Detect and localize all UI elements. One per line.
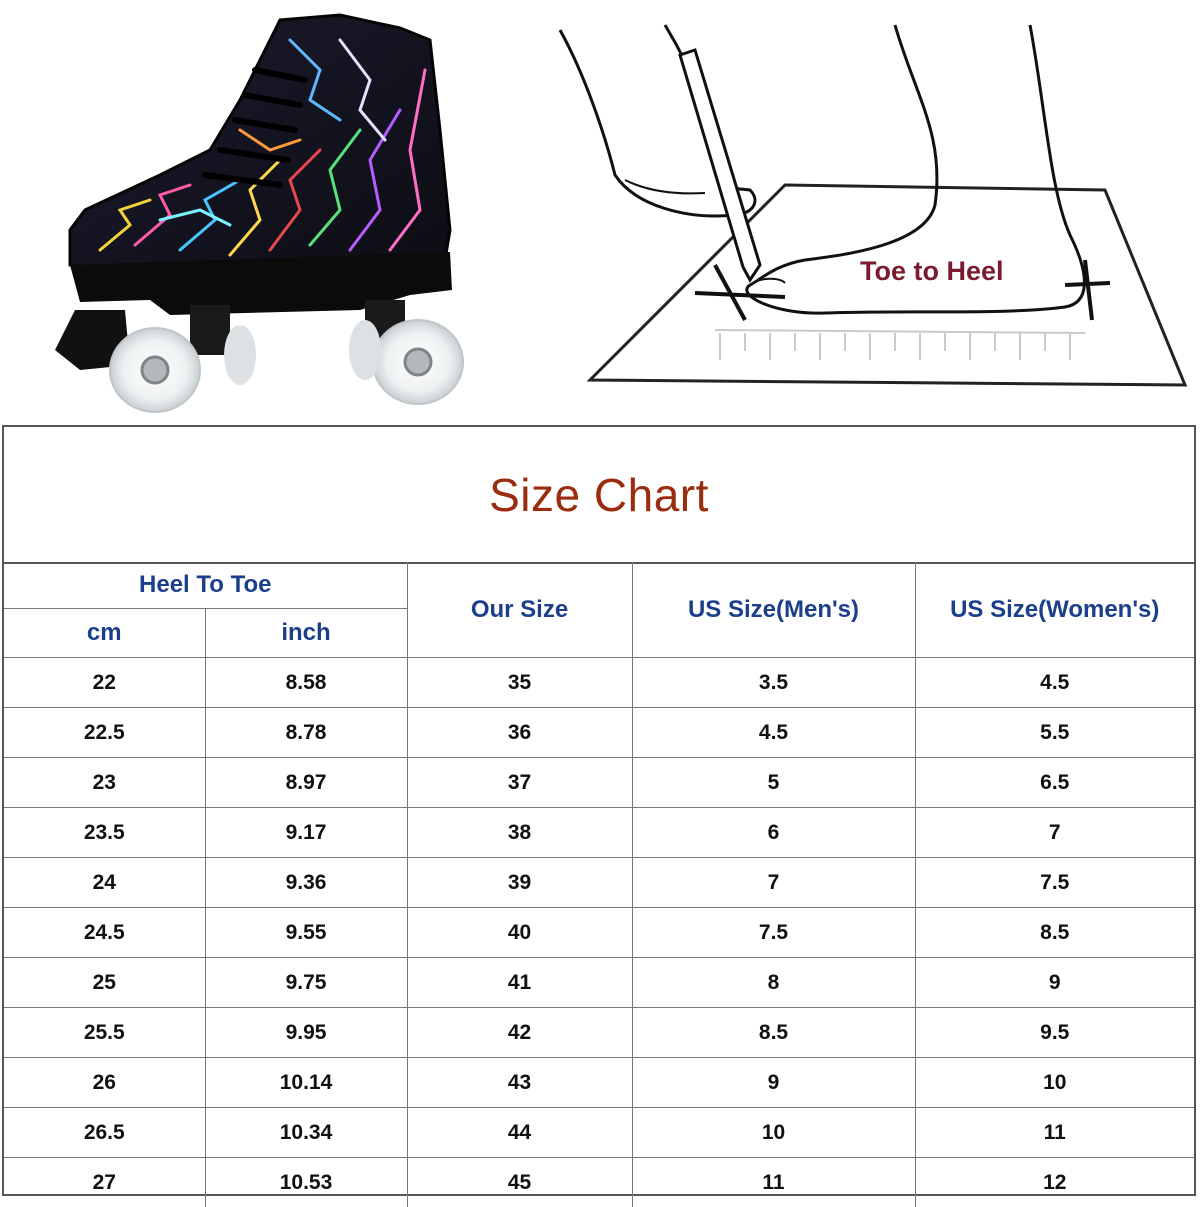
cell-us-women: 10 bbox=[915, 1058, 1194, 1108]
cell-our-size: 36 bbox=[407, 708, 632, 758]
cell-inch: 9.17 bbox=[205, 808, 407, 858]
table-row bbox=[4, 1058, 1194, 1108]
table-row bbox=[4, 758, 1194, 808]
cell-our-size: 43 bbox=[407, 1058, 632, 1108]
cell-inch: 9.95 bbox=[205, 1008, 407, 1058]
cell-cm: 23 bbox=[4, 758, 205, 808]
cell-inch: 8.58 bbox=[205, 658, 407, 708]
cell-cm: 26.5 bbox=[4, 1108, 205, 1158]
cell-our-size: 42 bbox=[407, 1008, 632, 1058]
cell-our-size: 40 bbox=[407, 908, 632, 958]
cell-us-men: 8 bbox=[632, 958, 915, 1008]
header-us-women: US Size(Women's) bbox=[915, 562, 1194, 658]
size-table bbox=[4, 562, 1194, 1207]
cell-us-men: 10 bbox=[632, 1108, 915, 1158]
cell-us-men: 8.5 bbox=[632, 1008, 915, 1058]
cell-inch: 9.75 bbox=[205, 958, 407, 1008]
table-row bbox=[4, 858, 1194, 908]
cell-inch: 8.97 bbox=[205, 758, 407, 808]
cell-inch: 10.53 bbox=[205, 1158, 407, 1207]
table-row bbox=[4, 1108, 1194, 1158]
cell-us-men: 5 bbox=[632, 758, 915, 808]
table-row bbox=[4, 808, 1194, 858]
cell-our-size: 45 bbox=[407, 1158, 632, 1207]
cell-cm: 26 bbox=[4, 1058, 205, 1108]
cell-us-women: 5.5 bbox=[915, 708, 1194, 758]
cell-cm: 24.5 bbox=[4, 908, 205, 958]
foot-measure-icon bbox=[545, 15, 1200, 395]
cell-cm: 22.5 bbox=[4, 708, 205, 758]
header-our-size: Our Size bbox=[407, 562, 632, 658]
cell-our-size: 37 bbox=[407, 758, 632, 808]
cell-us-women: 11 bbox=[915, 1108, 1194, 1158]
cell-cm: 22 bbox=[4, 658, 205, 708]
cell-cm: 23.5 bbox=[4, 808, 205, 858]
cell-us-women: 4.5 bbox=[915, 658, 1194, 708]
header-cm: cm bbox=[4, 609, 205, 658]
table-row bbox=[4, 658, 1194, 708]
cell-us-men: 6 bbox=[632, 808, 915, 858]
cell-our-size: 44 bbox=[407, 1108, 632, 1158]
cell-cm: 25.5 bbox=[4, 1008, 205, 1058]
cell-inch: 10.14 bbox=[205, 1058, 407, 1108]
cell-cm: 27 bbox=[4, 1158, 205, 1207]
cell-us-women: 6.5 bbox=[915, 758, 1194, 808]
table-row bbox=[4, 1008, 1194, 1058]
cell-us-women: 7 bbox=[915, 808, 1194, 858]
cell-us-women: 7.5 bbox=[915, 858, 1194, 908]
cell-us-men: 9 bbox=[632, 1058, 915, 1108]
cell-our-size: 41 bbox=[407, 958, 632, 1008]
toe-to-heel-label: Toe to Heel bbox=[860, 256, 1004, 286]
cell-inch: 9.55 bbox=[205, 908, 407, 958]
table-row bbox=[4, 958, 1194, 1008]
cell-us-men: 3.5 bbox=[632, 658, 915, 708]
cell-cm: 25 bbox=[4, 958, 205, 1008]
cell-cm: 24 bbox=[4, 858, 205, 908]
header-heel-to-toe: Heel To Toe bbox=[4, 562, 407, 609]
cell-us-men: 11 bbox=[632, 1158, 915, 1207]
cell-our-size: 39 bbox=[407, 858, 632, 908]
cell-inch: 9.36 bbox=[205, 858, 407, 908]
table-row bbox=[4, 708, 1194, 758]
header-inch: inch bbox=[205, 609, 407, 658]
cell-us-women: 9.5 bbox=[915, 1008, 1194, 1058]
cell-us-men: 7 bbox=[632, 858, 915, 908]
cell-us-women: 9 bbox=[915, 958, 1194, 1008]
cell-inch: 8.78 bbox=[205, 708, 407, 758]
product-illustrations bbox=[0, 0, 1200, 420]
table-row bbox=[4, 908, 1194, 958]
header-us-men: US Size(Men's) bbox=[632, 562, 915, 658]
roller-skate-icon bbox=[40, 10, 470, 415]
size-chart-title: Size Chart bbox=[489, 468, 709, 522]
cell-our-size: 38 bbox=[407, 808, 632, 858]
cell-us-men: 7.5 bbox=[632, 908, 915, 958]
cell-us-women: 12 bbox=[915, 1158, 1194, 1207]
size-chart bbox=[2, 425, 1196, 1196]
table-header-row bbox=[4, 562, 1194, 609]
size-chart-title-row bbox=[4, 427, 1194, 564]
cell-inch: 10.34 bbox=[205, 1108, 407, 1158]
cell-us-women: 8.5 bbox=[915, 908, 1194, 958]
cell-our-size: 35 bbox=[407, 658, 632, 708]
table-body bbox=[4, 658, 1194, 1207]
cell-us-men: 4.5 bbox=[632, 708, 915, 758]
